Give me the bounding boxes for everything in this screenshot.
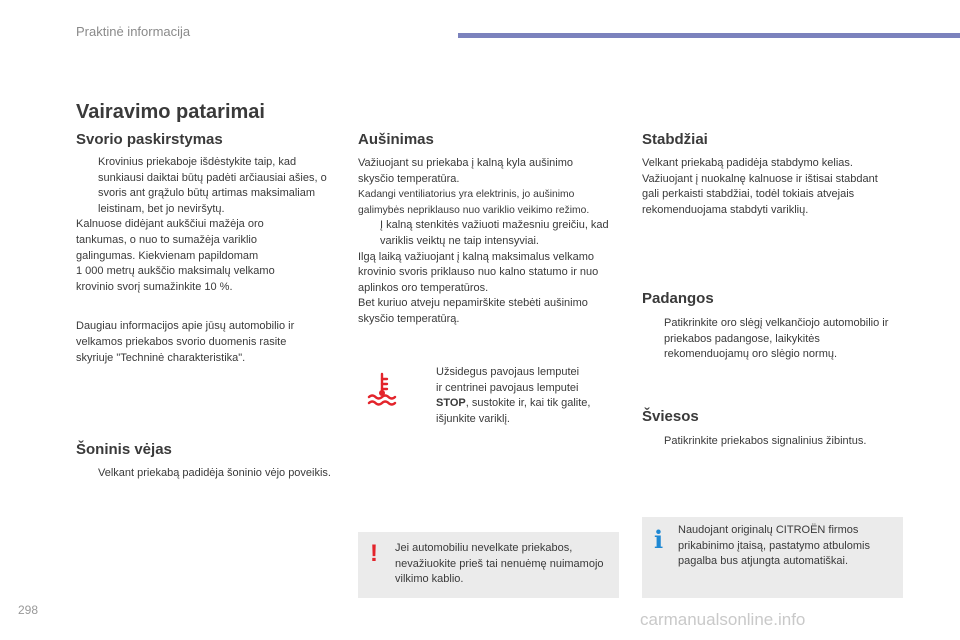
cooling-p1: Važiuojant su priekaba į kalną kyla aušinimo skysčio temperatūra. [358, 157, 574, 185]
wind-bullet-text: Velkant priekabą padidėja šoninio vėjo poveikis. [98, 467, 331, 479]
header-section-title: Praktinė informacija [76, 24, 191, 39]
weight-section [76, 131, 338, 366]
warning-box-text: Jei automobiliu nevelkate priekabos, nevažiuokite prieš tai nenuėmę nuimamojo vilkimo kablio. [395, 542, 604, 586]
cooling-heading: Aušinimas [358, 131, 434, 148]
weight-body-line-1: Kalnuose didėjant aukščiui mažėja oro [76, 218, 264, 231]
weight-body-line-3: galingumas. Kiekvienam papildomam [76, 249, 259, 262]
brakes-section [642, 131, 904, 218]
lights-heading: Šviesos [642, 408, 699, 425]
weight-body-line-4: 1 000 metrų aukščio maksimalų velkamo [76, 265, 275, 278]
cooling-section [358, 131, 620, 328]
cooling-p2: Kadangi ventiliatorius yra elektrinis, jo aušinimo galimybės nepriklauso nuo variklio veikimo režimo. [358, 189, 590, 216]
cooling-p3: Ilgą laiką važiuojant į kalną maksimalus velkamo krovinio svoris priklauso nuo kalno statumo ir nuo aplinkos oro temperatūros. [358, 250, 599, 294]
warning-box [358, 532, 619, 598]
page-title: Vairavimo patarimai [76, 101, 265, 123]
lamp-line-2: ir centrinei pavojaus lemputei [436, 381, 579, 394]
wind-heading: Šoninis vėjas [76, 441, 172, 458]
header-bar [458, 33, 960, 38]
lights-bullet-text: Patikrinkite priekabos signalinius žibintus. [664, 435, 867, 447]
weight-body-line-5: krovinio svorį sumažinkite 10 %. [76, 280, 233, 293]
weight-heading: Svorio paskirstymas [76, 131, 223, 148]
cooling-bullet-text: Į kalną stenkitės važiuoti mažesniu greičiu, kad variklis veiktų ne taip intensyviai. [380, 219, 609, 247]
wind-bullet [76, 466, 338, 482]
warning-exclamation-icon: ! [370, 540, 378, 567]
tyres-bullet [642, 316, 904, 363]
weight-more-info: Daugiau informacijos apie jūsų automobilio ir velkamos priekabos svorio duomenis rasite skyriuje "Techninė charakteristika". [76, 320, 295, 364]
lights-section [642, 408, 904, 450]
info-box [642, 517, 903, 598]
lamp-line-3 [436, 396, 614, 412]
tyres-bullet-text: Patikrinkite oro slėgį velkančiojo automobilio ir priekabos padangose, laikykitės rekomenduojamų oro slėgio normų. [664, 317, 889, 361]
weight-body-line-2: tankumas, o nuo to sumažėja variklio [76, 233, 257, 246]
lights-bullet [642, 434, 904, 450]
page-number: 298 [18, 603, 39, 617]
wind-section [76, 441, 338, 482]
info-box-text: Naudojant originalų CITROËN firmos prikabinimo įtaisą, pastatymo atbulomis pagalba bus atjungta automatiškai. [678, 524, 870, 568]
lamp-bullet [414, 365, 614, 427]
lamp-line-4: išjunkite variklį. [436, 412, 510, 425]
lamp-warning-text [414, 365, 614, 427]
brakes-body: Velkant priekabą padidėja stabdymo kelias. Važiuojant į nuokalnę kalnuose ir ištisai stabdant gali perkaisti stabdžiai, todėl tokiais atvejais rekomenduojama stabdyti variklių. [642, 157, 878, 216]
cooling-bullet [358, 218, 620, 249]
weight-bullet-text: Krovinius priekaboje išdėstykite taip, kad sunkiausi daiktai būtų padėti arčiausiai ašies, o svoris ant grąžulo būtų artimas maksimaliam leistinam, bet jo neviršytų. [98, 156, 327, 215]
lamp-line-1: Užsidegus pavojaus lemputei [436, 366, 580, 378]
watermark: carmanualsonline.info [640, 610, 806, 629]
tyres-heading: Padangos [642, 290, 714, 307]
tyres-section [642, 290, 904, 363]
brakes-heading: Stabdžiai [642, 131, 708, 148]
weight-bullet [76, 155, 338, 217]
coolant-temperature-warning-icon [367, 372, 397, 406]
stop-label: STOP [436, 397, 466, 410]
cooling-p4: Bet kuriuo atveju nepamirškite stebėti aušinimo skysčio temperatūrą. [358, 297, 588, 325]
info-i-icon: i [654, 525, 664, 554]
lamp-after-stop: , sustokite ir, kai tik galite, [465, 397, 591, 410]
